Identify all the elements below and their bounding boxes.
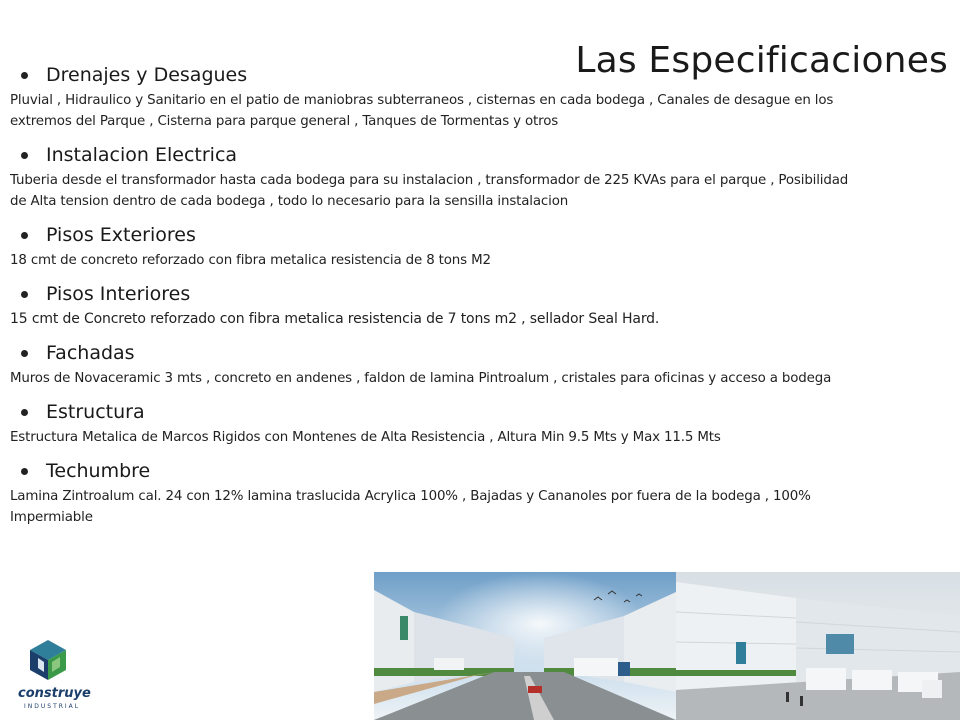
spec-text: 15 cmt de Concreto reforzado con fibra metalica resistencia de 7 tons m2 , sellador Seal Hard.	[10, 311, 660, 327]
bullet-icon	[21, 291, 28, 298]
logo-subtitle: INDUSTRIAL	[24, 703, 81, 710]
spec-section	[10, 220, 850, 271]
spec-section	[10, 397, 850, 448]
bullet-icon	[21, 350, 28, 357]
spec-text: Estructura Metalica de Marcos Rigidos con Montenes de Alta Resistencia , Altura Min 9.5 Mts y Max 11.5 Mts	[10, 430, 721, 445]
spec-heading: Pisos Exteriores	[46, 224, 196, 246]
bullet-icon	[21, 468, 28, 475]
spec-text: 18 cmt de concreto reforzado con fibra metalica resistencia de 8 tons M2	[10, 253, 491, 268]
logo-wordmark: construye	[18, 686, 91, 701]
spec-heading: Techumbre	[46, 460, 151, 482]
bullet-icon	[21, 72, 28, 79]
specs-list	[10, 60, 850, 536]
spec-text: Muros de Novaceramic 3 mts , concreto en andenes , faldon de lamina Pintroalum , cristales para oficinas y acceso a bodega	[10, 371, 832, 386]
rendering-image-street	[374, 572, 676, 720]
spec-section	[10, 456, 850, 528]
bullet-icon	[21, 232, 28, 239]
spec-heading: Fachadas	[46, 342, 135, 364]
spec-section	[10, 279, 850, 330]
spec-section	[10, 338, 850, 389]
spec-text: Lamina Zintroalum cal. 24 con 12% lamina traslucida Acrylica 100% , Bajadas y Cananoles por fuera de la bodega , 100% Impermiable	[10, 489, 811, 525]
bullet-icon	[21, 409, 28, 416]
spec-text: Tuberia desde el transformador hasta cada bodega para su instalacion , transformador de 225 KVAs para el parque , Posibilidad de Alta tension dentro de cada bodega , todo lo necesario para la sensilla instalacion	[10, 173, 849, 209]
spec-heading: Estructura	[46, 401, 145, 423]
bullet-icon	[21, 152, 28, 159]
spec-section	[10, 140, 850, 212]
spec-heading: Drenajes y Desagues	[46, 64, 248, 86]
spec-heading: Pisos Interiores	[46, 283, 191, 305]
park-renderings	[374, 572, 960, 720]
spec-text: Pluvial , Hidraulico y Sanitario en el patio de maniobras subterraneos , cisternas en cada bodega , Canales de desague en los extremos del Parque , Cisterna para parque general , Tanques de Tormentas y otros	[10, 93, 834, 129]
spec-heading: Instalacion Electrica	[46, 144, 238, 166]
rendering-image-yard	[676, 572, 960, 720]
slide-title: Las Especificaciones	[575, 40, 948, 81]
spec-section	[10, 60, 850, 132]
